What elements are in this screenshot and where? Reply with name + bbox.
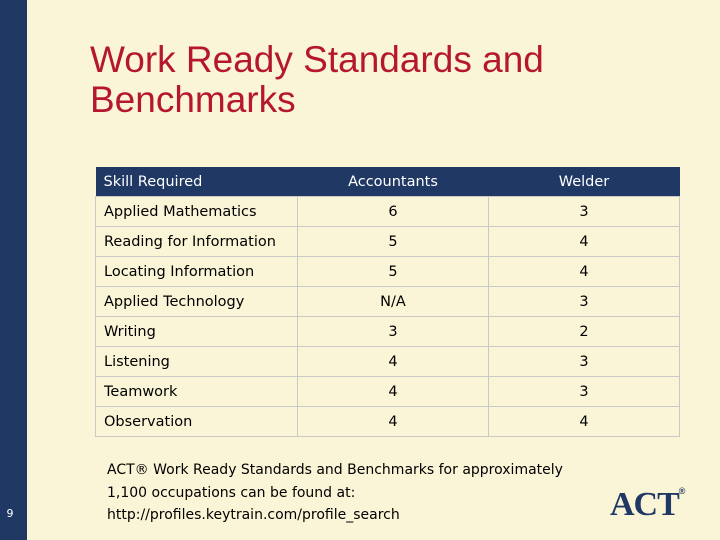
welder-cell: 2 xyxy=(489,317,680,347)
accountants-cell: 4 xyxy=(298,347,489,377)
act-logo xyxy=(610,486,684,524)
welder-cell: 4 xyxy=(489,407,680,437)
skill-cell: Observation xyxy=(96,407,298,437)
accountants-cell: 4 xyxy=(298,407,489,437)
accountants-cell: 5 xyxy=(298,227,489,257)
table-row xyxy=(96,257,680,287)
skill-cell: Writing xyxy=(96,317,298,347)
registered-mark: ® xyxy=(678,486,685,496)
footnote-link[interactable]: http://profiles.keytrain.com/profile_search xyxy=(107,507,400,523)
table-row xyxy=(96,287,680,317)
table-row xyxy=(96,227,680,257)
skill-cell: Locating Information xyxy=(96,257,298,287)
table-row xyxy=(96,197,680,227)
accountants-cell: 3 xyxy=(298,317,489,347)
table-row xyxy=(96,317,680,347)
accountants-cell: 6 xyxy=(298,197,489,227)
header-accountants: Accountants xyxy=(298,167,489,197)
footnote xyxy=(107,459,607,527)
table-header-row xyxy=(96,167,680,197)
welder-cell: 3 xyxy=(489,197,680,227)
benchmarks-table xyxy=(95,167,680,437)
skill-cell: Teamwork xyxy=(96,377,298,407)
header-welder: Welder xyxy=(489,167,680,197)
skill-cell: Applied Mathematics xyxy=(96,197,298,227)
header-skill-required: Skill Required xyxy=(96,167,298,197)
accountants-cell: 5 xyxy=(298,257,489,287)
welder-cell: 3 xyxy=(489,347,680,377)
skill-cell: Listening xyxy=(96,347,298,377)
welder-cell: 4 xyxy=(489,257,680,287)
welder-cell: 4 xyxy=(489,227,680,257)
skill-cell: Reading for Information xyxy=(96,227,298,257)
table-row xyxy=(96,377,680,407)
table-row xyxy=(96,407,680,437)
welder-cell: 3 xyxy=(489,377,680,407)
accountants-cell: 4 xyxy=(298,377,489,407)
accountants-cell: N/A xyxy=(298,287,489,317)
logo-text: ACT xyxy=(610,486,679,523)
sidebar-band xyxy=(0,0,27,540)
welder-cell: 3 xyxy=(489,287,680,317)
slide-number: 9 xyxy=(6,507,14,520)
footnote-line: 1,100 occupations can be found at: xyxy=(107,484,356,501)
slide-title: Work Ready Standards and Benchmarks xyxy=(90,39,544,120)
table-row xyxy=(96,347,680,377)
skill-cell: Applied Technology xyxy=(96,287,298,317)
footnote-line: ACT® Work Ready Standards and Benchmarks for approximately xyxy=(107,462,563,478)
